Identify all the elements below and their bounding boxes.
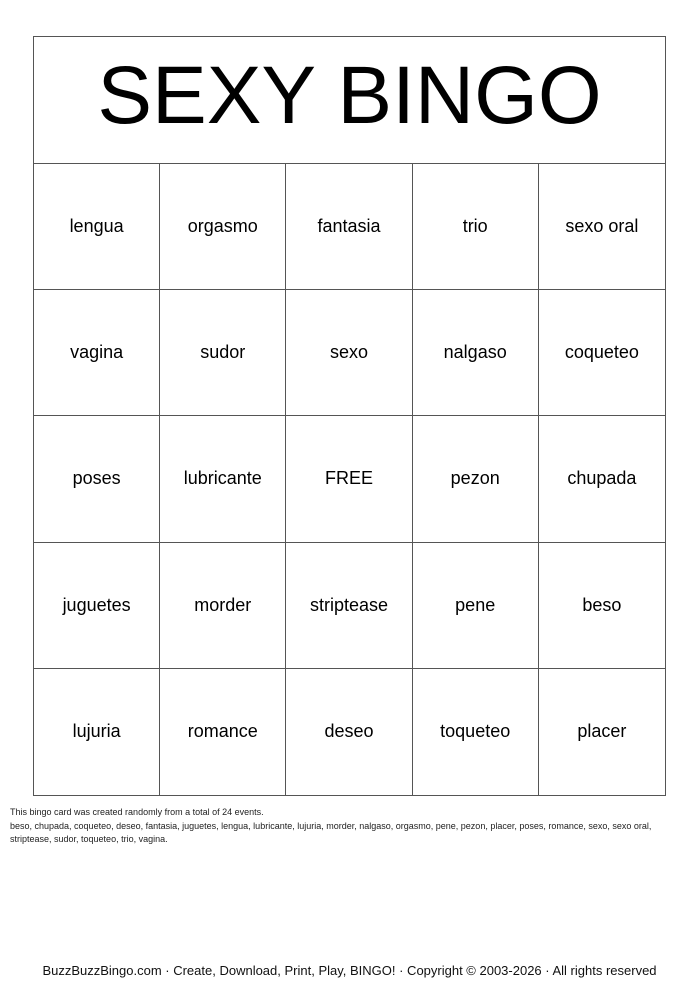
bingo-cell: vagina [34,290,160,416]
bingo-cell: poses [34,416,160,542]
bingo-cell: morder [160,543,286,669]
bingo-cell: lujuria [34,669,160,795]
bingo-cell: sexo [286,290,412,416]
bingo-cell: coqueteo [539,290,665,416]
bingo-cell: fantasia [286,164,412,290]
bingo-card [33,36,666,796]
bingo-grid [34,164,665,795]
bingo-cell: chupada [539,416,665,542]
bingo-cell: lengua [34,164,160,290]
footer-copyright: BuzzBuzzBingo.com · Create, Download, Print, Play, BINGO! · Copyright © 2003-2026 · All rights reserved [42,963,657,978]
bingo-cell: toqueteo [413,669,539,795]
title-row [34,37,665,164]
bingo-cell: nalgaso [413,290,539,416]
bingo-cell: striptease [286,543,412,669]
bingo-cell: beso [539,543,665,669]
note-events-line-1: beso, chupada, coqueteo, deseo, fantasia, juguetes, lengua, lubricante, lujuria, morder, nalgaso, orgasmo, pene, pezon, placer, poses, romance, sexo, sexo oral, [10,820,652,831]
note-intro: This bingo card was created randomly from a total of 24 events. [10,807,264,817]
card-info-note [10,806,690,847]
bingo-cell: orgasmo [160,164,286,290]
note-events-line-2: striptease, sudor, toqueteo, trio, vagina. [10,834,168,844]
free-space-cell: FREE [286,416,412,542]
bingo-cell: sexo oral [539,164,665,290]
bingo-cell: trio [413,164,539,290]
bingo-cell: sudor [160,290,286,416]
bingo-cell: placer [577,721,627,742]
card-title: SEXY BINGO [97,50,602,141]
bingo-cell: juguetes [34,543,160,669]
bingo-cell: pene [413,543,539,669]
bingo-cell: romance [160,669,286,795]
bingo-cell: lubricante [160,416,286,542]
bingo-cell: deseo [286,669,412,795]
bingo-cell: pezon [413,416,539,542]
